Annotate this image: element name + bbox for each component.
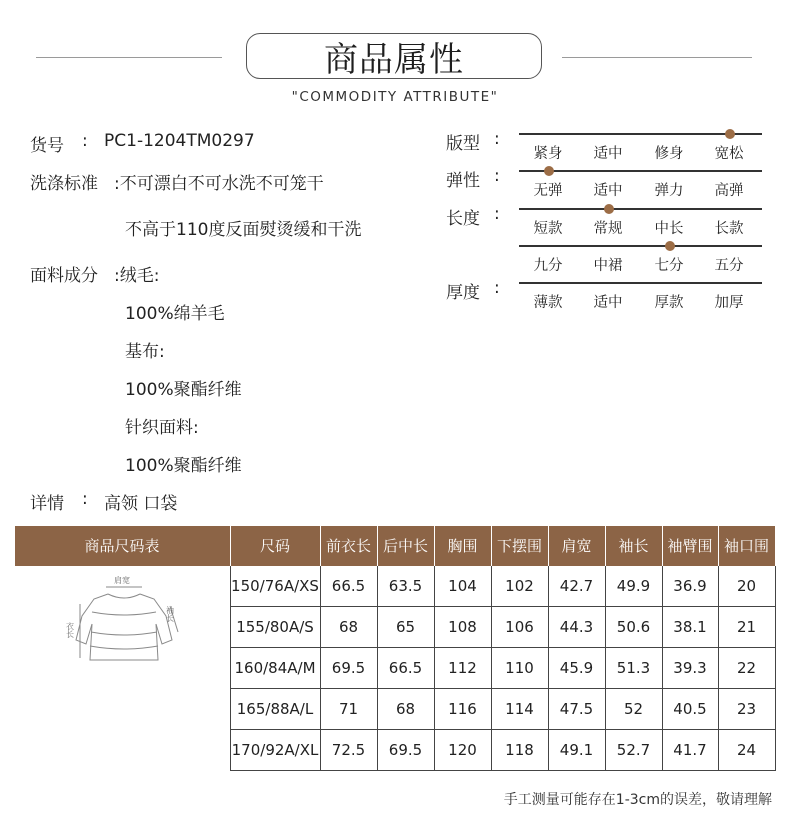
scale-colon: : xyxy=(494,166,500,186)
scale-label: 版型 xyxy=(446,134,480,154)
scale-selected-dot xyxy=(544,166,554,176)
page-title: 商品属性 xyxy=(246,33,542,79)
scale-option: 无弹 xyxy=(533,183,563,199)
header-separator xyxy=(230,526,231,566)
measurement-cell: 41.7 xyxy=(673,741,707,759)
column-header: 肩宽 xyxy=(561,537,592,555)
scale-option: 薄款 xyxy=(533,295,563,311)
measurement-cell: 69.5 xyxy=(388,741,423,759)
measurement-cell: 104 xyxy=(448,577,477,595)
measurement-cell: 38.1 xyxy=(673,618,707,636)
measurement-note: 手工测量可能存在1-3cm的误差，敬请理解 xyxy=(503,792,772,808)
measurement-cell: 72.5 xyxy=(331,741,366,759)
column-header: 下摆围 xyxy=(496,537,542,555)
scale-option: 长款 xyxy=(714,221,744,237)
size-cell: 170/92A/XL xyxy=(231,741,319,759)
column-header: 后中长 xyxy=(382,537,428,555)
measurement-cell: 52.7 xyxy=(616,741,651,759)
column-header: 袖臂围 xyxy=(667,537,713,555)
scale-option: 弹力 xyxy=(654,183,684,199)
measurement-cell: 42.7 xyxy=(559,577,594,595)
scale-label: 厚度 xyxy=(446,283,480,303)
column-header: 前衣长 xyxy=(325,537,371,555)
measurement-cell: 71 xyxy=(338,700,359,718)
measurement-cell: 106 xyxy=(505,618,534,636)
scale-colon: : xyxy=(494,204,500,224)
garment-diagram xyxy=(65,572,180,670)
measurement-cell: 40.5 xyxy=(673,700,707,718)
scale-option: 中裙 xyxy=(593,258,623,274)
scale-option: 七分 xyxy=(654,258,684,274)
diagram-sleeve-label: 袖长 xyxy=(165,606,175,622)
scale-option: 适中 xyxy=(593,146,623,162)
fabric-line: 基布: xyxy=(125,342,165,362)
measurement-cell: 68 xyxy=(338,618,359,636)
scale-line xyxy=(519,208,762,210)
fabric-label: 面料成分 xyxy=(30,266,98,286)
fabric-line: 针织面料: xyxy=(125,418,199,438)
size-table-header xyxy=(15,526,775,566)
measurement-cell: 49.9 xyxy=(616,577,651,595)
header-separator xyxy=(718,526,719,566)
measurement-cell: 116 xyxy=(448,700,477,718)
size-cell: 165/88A/L xyxy=(236,700,314,718)
scale-colon: : xyxy=(494,129,500,149)
column-divider xyxy=(775,566,776,771)
measurement-cell: 102 xyxy=(505,577,534,595)
scale-option: 短款 xyxy=(533,221,563,237)
header-separator xyxy=(320,526,321,566)
column-header: 袖长 xyxy=(618,537,649,555)
details-value: 高领 口袋 xyxy=(104,494,178,514)
column-header: 袖口围 xyxy=(723,537,769,555)
measurement-cell: 44.3 xyxy=(559,618,594,636)
measurement-cell: 21 xyxy=(736,618,757,636)
fabric-line: 100%绵羊毛 xyxy=(125,304,225,324)
wash-line-2: 不高于110度反面熨烫缓和干洗 xyxy=(125,220,362,240)
fabric-line: 100%聚酯纤维 xyxy=(125,380,242,400)
measurement-cell: 45.9 xyxy=(559,659,594,677)
scale-colon: : xyxy=(494,278,500,298)
measurement-cell: 23 xyxy=(736,700,757,718)
measurement-cell: 22 xyxy=(736,659,757,677)
diagram-length-label: 衣长 xyxy=(65,622,75,638)
measurement-cell: 114 xyxy=(505,700,534,718)
details-label: 详情 xyxy=(30,494,64,514)
fabric-line: :绒毛: xyxy=(114,266,160,286)
measurement-cell: 110 xyxy=(505,659,534,677)
measurement-cell: 52 xyxy=(623,700,644,718)
measurement-cell: 20 xyxy=(736,577,757,595)
size-chart-label: 商品尺码表 xyxy=(84,537,160,555)
size-cell: 155/80A/S xyxy=(236,618,314,636)
item-no-value: PC1-1204TM0297 xyxy=(104,131,255,151)
measurement-cell: 47.5 xyxy=(559,700,594,718)
measurement-cell: 50.6 xyxy=(616,618,651,636)
scale-option: 常规 xyxy=(593,221,623,237)
header-separator xyxy=(662,526,663,566)
measurement-cell: 108 xyxy=(448,618,477,636)
measurement-cell: 39.3 xyxy=(673,659,707,677)
wash-label: 洗涤标准 xyxy=(30,174,98,194)
scale-line xyxy=(519,245,762,247)
measurement-cell: 63.5 xyxy=(388,577,423,595)
scale-option: 紧身 xyxy=(533,146,563,162)
diagram-shoulder-label: 肩宽 xyxy=(114,576,130,585)
header-separator xyxy=(377,526,378,566)
scale-label: 长度 xyxy=(446,209,480,229)
measurement-cell: 66.5 xyxy=(331,577,366,595)
scale-option: 高弹 xyxy=(714,183,744,199)
scale-option: 修身 xyxy=(654,146,684,162)
page-subtitle: "COMMODITY ATTRIBUTE" xyxy=(291,89,499,105)
measurement-cell: 69.5 xyxy=(331,659,366,677)
measurement-cell: 120 xyxy=(448,741,477,759)
scale-option: 适中 xyxy=(593,295,623,311)
header-separator xyxy=(548,526,549,566)
scale-label: 弹性 xyxy=(446,171,480,191)
wash-line-1: :不可漂白不可水洗不可笼干 xyxy=(114,174,324,194)
scale-line xyxy=(519,170,762,172)
header-separator xyxy=(605,526,606,566)
scale-option: 中长 xyxy=(654,221,684,237)
scale-option: 适中 xyxy=(593,183,623,199)
scale-selected-dot xyxy=(725,129,735,139)
details-colon: : xyxy=(82,489,88,509)
scale-option: 五分 xyxy=(714,258,744,274)
item-no-label: 货号 xyxy=(30,136,64,156)
item-no-colon: : xyxy=(82,131,88,151)
header-separator xyxy=(434,526,435,566)
fabric-line: 100%聚酯纤维 xyxy=(125,456,242,476)
measurement-cell: 36.9 xyxy=(673,577,707,595)
scale-option: 加厚 xyxy=(714,295,744,311)
measurement-cell: 112 xyxy=(448,659,477,677)
scale-option: 宽松 xyxy=(714,146,744,162)
measurement-cell: 51.3 xyxy=(616,659,651,677)
column-header: 胸围 xyxy=(447,537,478,555)
scale-option: 九分 xyxy=(533,258,563,274)
measurement-cell: 49.1 xyxy=(559,741,594,759)
header-rule-right xyxy=(562,57,752,58)
header-rule-left xyxy=(36,57,222,58)
measurement-cell: 66.5 xyxy=(388,659,423,677)
measurement-cell: 24 xyxy=(736,741,757,759)
size-cell: 150/76A/XS xyxy=(231,577,319,595)
measurement-cell: 65 xyxy=(395,618,416,636)
column-header: 尺码 xyxy=(259,537,290,555)
measurement-cell: 118 xyxy=(505,741,534,759)
measurement-cell: 68 xyxy=(395,700,416,718)
header-separator xyxy=(491,526,492,566)
scale-selected-dot xyxy=(665,241,675,251)
scale-line xyxy=(519,282,762,284)
scale-selected-dot xyxy=(604,204,614,214)
scale-option: 厚款 xyxy=(654,295,684,311)
size-cell: 160/84A/M xyxy=(234,659,316,677)
